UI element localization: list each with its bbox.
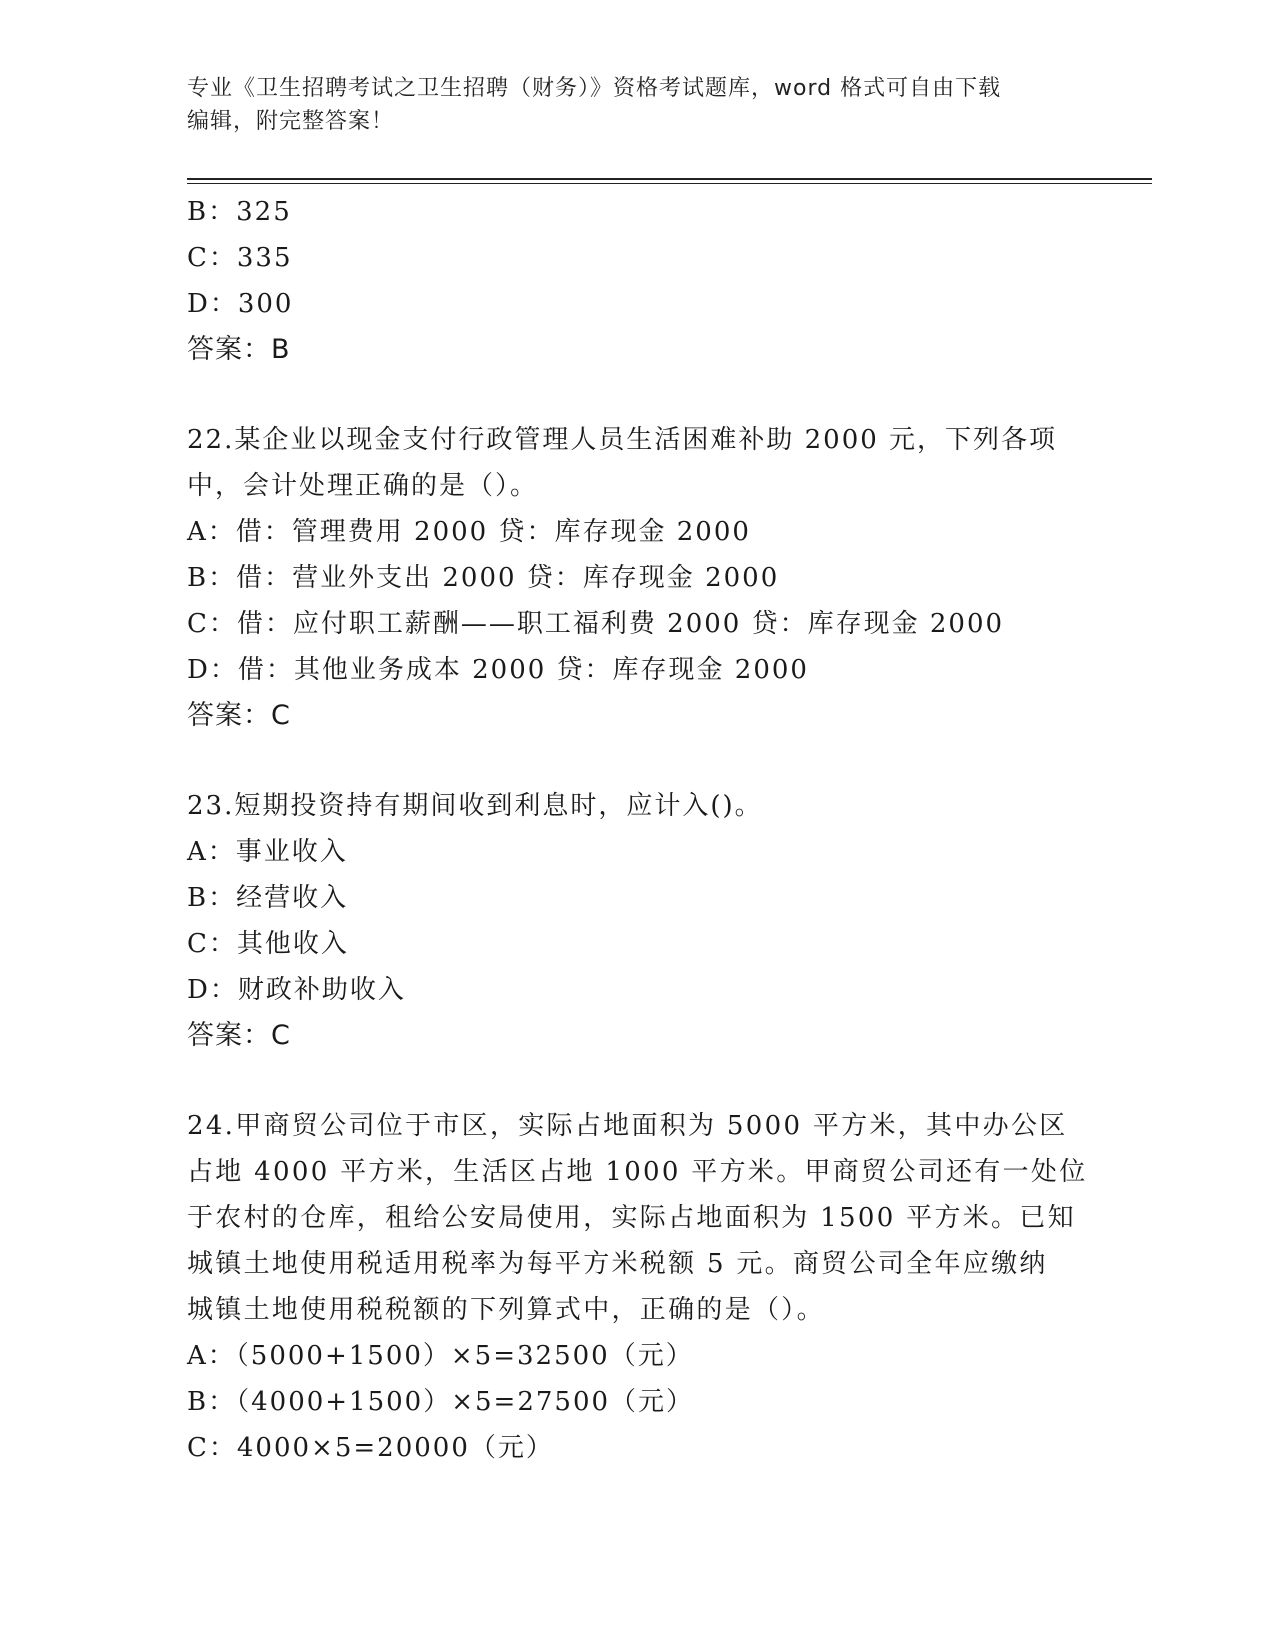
question-22 [187,417,1087,739]
option-b: B：（4000+1500）×5=27500（元） [187,1387,695,1417]
option-b: B：经营收入 [187,883,349,913]
question-content [187,189,1087,1471]
question-text-line: 城镇土地使用税适用税率为每平方米税额 5 元。商贸公司全年应缴纳 [187,1249,1048,1279]
question-text-line: 于农村的仓库，租给公安局使用，实际占地面积为 1500 平方米。已知 [187,1203,1076,1233]
question-23 [187,783,1087,1059]
option-b: B：借：营业外支出 2000 贷：库存现金 2000 [187,563,780,593]
question-text-line: 22.某企业以现金支付行政管理人员生活困难补助 2000 元，下列各项 [187,425,1058,455]
spacer [187,373,1087,417]
option-a: A：事业收入 [187,837,348,867]
question-21-tail [187,189,1087,373]
option-b: B：325 [187,197,292,227]
question-text-line: 城镇土地使用税税额的下列算式中，正确的是（）。 [187,1295,825,1325]
header-line-1: 专业《卫生招聘考试之卫生招聘（财务）》资格考试题库，word 格式可自由下载 [187,76,1002,101]
option-c: C：4000×5=20000（元） [187,1433,554,1463]
spacer [187,1059,1087,1103]
option-d: D：300 [187,289,294,319]
option-a: A：（5000+1500）×5=32500（元） [187,1341,694,1371]
document-header [187,72,1087,138]
answer: 答案：C [187,700,291,731]
question-text-line: 中，会计处理正确的是（）。 [187,471,539,501]
answer: 答案：B [187,334,291,365]
question-text-line: 占地 4000 平方米，生活区占地 1000 平方米。甲商贸公司还有一处位 [187,1157,1088,1187]
header-line-2: 编辑，附完整答案！ [187,109,395,134]
header-rule-thick [187,178,1152,180]
option-a: A：借：管理费用 2000 贷：库存现金 2000 [187,517,751,547]
spacer [187,739,1087,783]
header-rule-thin [187,183,1152,184]
option-d: D：财政补助收入 [187,975,406,1005]
option-c: C：借：应付职工薪酬——职工福利费 2000 贷：库存现金 2000 [187,609,1005,639]
question-text-line: 24.甲商贸公司位于市区，实际占地面积为 5000 平方米，其中办公区 [187,1111,1068,1141]
option-d: D：借：其他业务成本 2000 贷：库存现金 2000 [187,655,809,685]
option-c: C：其他收入 [187,929,349,959]
question-24 [187,1103,1087,1471]
question-text-line: 23.短期投资持有期间收到利息时，应计入()。 [187,791,763,821]
answer: 答案：C [187,1020,291,1051]
option-c: C：335 [187,243,293,273]
